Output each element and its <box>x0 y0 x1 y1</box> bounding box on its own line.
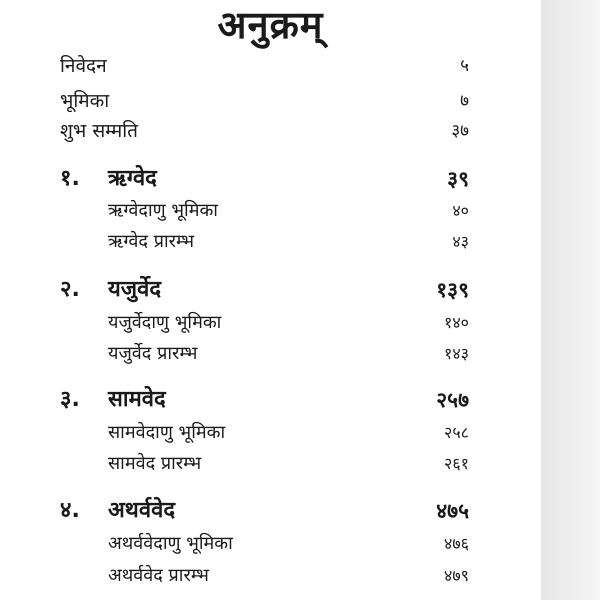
toc-subitem[interactable] <box>108 196 469 226</box>
subitem-page-number: २५८ <box>444 423 469 442</box>
section-label: ऋग्वेद <box>108 166 157 191</box>
subitem-label: ऋग्वेदाणु भूमिका <box>108 200 218 221</box>
section-page-number: २५७ <box>436 388 469 412</box>
toc-section-yajurveda[interactable] <box>60 275 469 305</box>
subitem-label: सामवेद प्रारम्भ <box>108 453 202 474</box>
subitem-page-number: ४७६ <box>444 534 469 553</box>
toc-subitem[interactable] <box>108 308 469 338</box>
subitem-label: यजुर्वेद प्रारम्भ <box>108 343 198 364</box>
section-label: सामवेद <box>108 387 166 412</box>
toc-subitem[interactable] <box>108 418 469 448</box>
toc-item-preface[interactable] <box>60 51 469 81</box>
section-label: यजुर्वेद <box>108 277 161 302</box>
page-edge <box>541 0 600 600</box>
section-number: ३. <box>60 387 80 412</box>
subitem-page-number: १४० <box>444 313 469 332</box>
subitem-page-number: ४७९ <box>444 566 469 585</box>
subitem-page-number: २६१ <box>444 454 469 473</box>
toc-item-label: निवेदन <box>60 55 107 77</box>
subitem-label: ऋग्वेद प्रारम्भ <box>108 231 195 252</box>
subitem-label: यजुर्वेदाणु भूमिका <box>108 312 222 333</box>
section-number: २. <box>60 277 80 302</box>
subitem-page-number: १४३ <box>444 344 469 363</box>
toc-section-atharvaveda[interactable] <box>60 496 469 526</box>
section-page-number: ४७५ <box>436 499 469 523</box>
section-page-number: १३९ <box>436 278 469 302</box>
page-title: अनुक्रम् <box>217 3 324 47</box>
toc-section-rigveda[interactable] <box>60 164 469 194</box>
toc-subitem[interactable] <box>108 227 469 257</box>
toc-item-blessings[interactable] <box>60 116 469 146</box>
section-number: ४. <box>60 498 80 523</box>
subitem-label: अथर्ववेदाणु भूमिका <box>108 533 233 554</box>
toc-item-label: शुभ सम्मति <box>60 120 138 142</box>
subitem-page-number: ४३ <box>452 232 469 251</box>
toc-page-number: ३७ <box>451 121 469 141</box>
toc-subitem[interactable] <box>108 561 469 591</box>
section-number: १. <box>60 166 80 191</box>
toc-subitem[interactable] <box>108 339 469 369</box>
subitem-label: अथर्ववेद प्रारम्भ <box>108 565 209 586</box>
toc-item-introduction[interactable] <box>60 86 469 116</box>
toc-page-number: ७ <box>460 91 469 111</box>
subitem-page-number: ४० <box>452 201 469 220</box>
toc-subitem[interactable] <box>108 449 469 479</box>
toc-section-samaveda[interactable] <box>60 385 469 415</box>
toc-subitem[interactable] <box>108 529 469 559</box>
subitem-label: सामवेदाणु भूमिका <box>108 422 226 443</box>
section-page-number: ३९ <box>447 167 469 191</box>
toc-page-number: ५ <box>460 56 469 76</box>
section-label: अथर्ववेद <box>108 498 176 523</box>
toc-item-label: भूमिका <box>60 90 110 112</box>
